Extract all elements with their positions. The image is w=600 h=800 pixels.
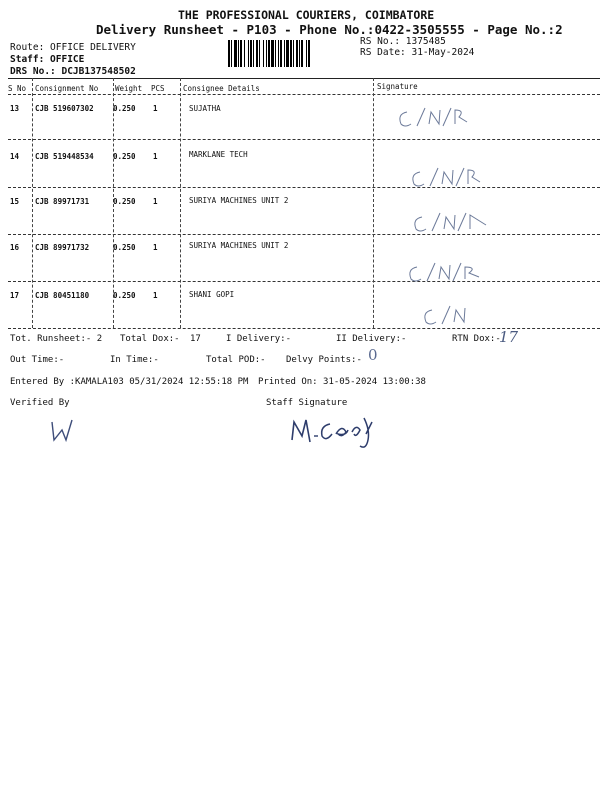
i-delivery: I Delivery:- bbox=[226, 334, 292, 344]
row-weight: 0.250 bbox=[113, 104, 136, 113]
row-pcs: 1 bbox=[153, 104, 158, 113]
barcode-bar bbox=[234, 40, 237, 67]
in-time: In Time:- bbox=[110, 355, 159, 365]
table-top-border bbox=[8, 78, 600, 79]
barcode-bar bbox=[301, 40, 303, 67]
rtn-dox-handwritten: 17 bbox=[499, 328, 519, 346]
row-sno: 15 bbox=[10, 197, 20, 206]
row-consignee: SHANI GOPI bbox=[189, 290, 235, 299]
row-divider bbox=[8, 281, 600, 282]
route-label: Route: OFFICE DELIVERY bbox=[10, 42, 136, 53]
barcode-bar bbox=[293, 40, 294, 67]
row-pcs: 1 bbox=[153, 291, 158, 300]
barcode-bar bbox=[238, 40, 239, 67]
barcode-bar bbox=[248, 40, 249, 67]
entered-by: Entered By :KAMALA103 05/31/2024 12:55:18 PM bbox=[10, 377, 249, 387]
barcode-bar bbox=[231, 40, 232, 67]
staff-label: Staff: OFFICE bbox=[10, 54, 85, 65]
staff-signature-mark bbox=[286, 410, 386, 452]
col-header-consignee: Consignee Details bbox=[183, 84, 260, 93]
column-divider bbox=[180, 78, 181, 328]
row-divider bbox=[8, 187, 600, 188]
runsheet-subtitle: Delivery Runsheet - P103 - Phone No.:0422-3505555 - Page No.:2 bbox=[96, 22, 563, 37]
barcode-bar bbox=[286, 40, 289, 67]
column-divider bbox=[32, 78, 33, 328]
row-consignment: CJB 519448534 bbox=[35, 152, 94, 161]
barcode-bar bbox=[271, 40, 274, 67]
delvy-points-handwritten: 0 bbox=[368, 346, 378, 364]
barcode-bar bbox=[253, 40, 254, 67]
total-runsheet: Tot. Runsheet:- 2 bbox=[10, 334, 103, 344]
row-pcs: 1 bbox=[153, 152, 158, 161]
row-consignment: CJB 89971732 bbox=[35, 243, 90, 252]
row-sno: 17 bbox=[10, 291, 20, 300]
row-consignee: MARKLANE TECH bbox=[189, 150, 248, 159]
barcode-bar bbox=[275, 40, 276, 67]
row-divider bbox=[8, 234, 600, 235]
signature-handwriting bbox=[410, 205, 500, 235]
barcode-bar bbox=[250, 40, 252, 67]
barcode-bar bbox=[299, 40, 300, 67]
row-consignee: SURIYA MACHINES UNIT 2 bbox=[189, 196, 289, 205]
company-title: THE PROFESSIONAL COURIERS, COIMBATORE bbox=[178, 8, 435, 22]
barcode-bar bbox=[244, 40, 245, 67]
row-consignment: CJB 80451180 bbox=[35, 291, 90, 300]
barcode-bar bbox=[256, 40, 258, 67]
verified-by-label: Verified By bbox=[10, 398, 70, 408]
row-weight: 0.250 bbox=[113, 243, 136, 252]
ii-delivery: II Delivery:- bbox=[336, 334, 407, 344]
barcode-bar bbox=[290, 40, 292, 67]
barcode-image bbox=[228, 40, 352, 67]
col-header-pcs: PCS bbox=[151, 84, 165, 93]
row-consignee: SURIYA MACHINES UNIT 2 bbox=[189, 241, 289, 250]
row-pcs: 1 bbox=[153, 197, 158, 206]
barcode-bar bbox=[263, 40, 264, 67]
total-dox-value: 17 bbox=[190, 334, 201, 344]
barcode-bar bbox=[308, 40, 310, 67]
delvy-points: Delvy Points:- bbox=[286, 355, 362, 365]
row-sno: 14 bbox=[10, 152, 20, 161]
row-weight: 0.250 bbox=[113, 152, 136, 161]
signature-handwriting bbox=[408, 160, 488, 190]
total-pod: Total POD:- bbox=[206, 355, 266, 365]
row-divider bbox=[8, 139, 600, 140]
barcode-bar bbox=[228, 40, 230, 67]
barcode-bar bbox=[284, 40, 285, 67]
barcode-bar bbox=[278, 40, 279, 67]
row-consignment: CJB 519607302 bbox=[35, 104, 94, 113]
out-time: Out Time:- bbox=[10, 355, 65, 365]
barcode-bar bbox=[266, 40, 267, 67]
row-pcs: 1 bbox=[153, 243, 158, 252]
rtn-dox-label: RTN Dox:- bbox=[452, 334, 501, 344]
col-header-sno: S No bbox=[8, 84, 27, 93]
col-header-consignment: Consignment No bbox=[35, 84, 99, 93]
signature-handwriting bbox=[405, 255, 490, 285]
signature-handwriting bbox=[395, 100, 475, 130]
col-header-signature: Signature bbox=[377, 82, 418, 91]
row-sno: 16 bbox=[10, 243, 20, 252]
barcode-bar bbox=[259, 40, 260, 67]
col-header-weight: Weight bbox=[115, 84, 143, 93]
verifier-signature-mark bbox=[48, 418, 78, 446]
row-consignee: SUJATHA bbox=[189, 104, 221, 113]
rs-date: RS Date: 31-May-2024 bbox=[360, 47, 475, 58]
barcode-bar bbox=[306, 40, 307, 67]
barcode-bar bbox=[240, 40, 242, 67]
rs-number: RS No.: 1375485 bbox=[360, 36, 446, 47]
table-header-border bbox=[8, 94, 600, 95]
signature-handwriting bbox=[420, 298, 480, 328]
barcode-bar bbox=[280, 40, 282, 67]
drs-number: DRS No.: DCJB137548502 bbox=[10, 66, 136, 77]
row-weight: 0.250 bbox=[113, 291, 136, 300]
column-divider bbox=[373, 78, 374, 328]
row-sno: 13 bbox=[10, 104, 20, 113]
barcode-bar bbox=[268, 40, 270, 67]
row-weight: 0.250 bbox=[113, 197, 136, 206]
staff-signature-label: Staff Signature bbox=[266, 398, 348, 408]
row-consignment: CJB 89971731 bbox=[35, 197, 90, 206]
printed-on: Printed On: 31-05-2024 13:00:38 bbox=[258, 377, 426, 387]
total-dox-label: Total Dox:- bbox=[120, 334, 180, 344]
barcode-bar bbox=[296, 40, 298, 67]
